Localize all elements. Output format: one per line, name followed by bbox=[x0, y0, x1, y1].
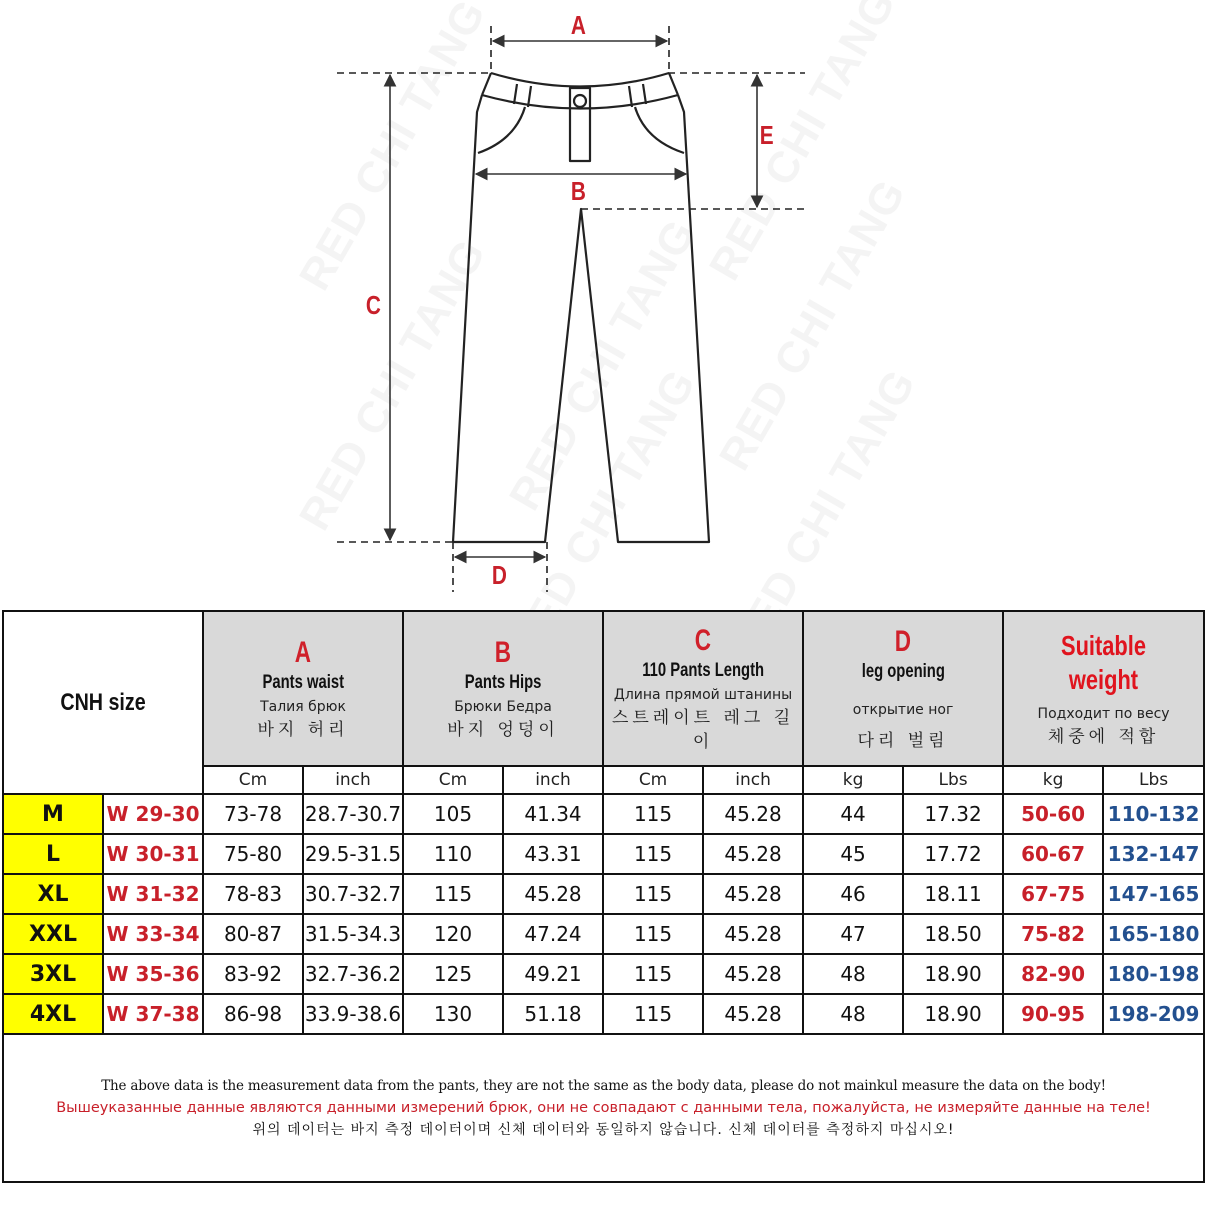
unit-cell: kg bbox=[1003, 766, 1103, 794]
cell: 45.28 bbox=[703, 794, 803, 834]
cell: 31.5-34.3 bbox=[303, 914, 403, 954]
unit-cell: inch bbox=[303, 766, 403, 794]
footer-row bbox=[3, 1034, 1204, 1182]
cell: 18.90 bbox=[903, 954, 1003, 994]
header-letter: B bbox=[494, 635, 512, 669]
cnh-size-title: CNH size bbox=[60, 688, 146, 716]
size-chart-table bbox=[2, 610, 1205, 1183]
cell: 120 bbox=[403, 914, 503, 954]
cell: 49.21 bbox=[503, 954, 603, 994]
cell: 46 bbox=[803, 874, 903, 914]
weight-lbs: 110-132 bbox=[1103, 794, 1204, 834]
cell: 29.5-31.5 bbox=[303, 834, 403, 874]
col-header-suitable-weight bbox=[1003, 611, 1204, 766]
cell: 51.18 bbox=[503, 994, 603, 1034]
cell: 43.31 bbox=[503, 834, 603, 874]
cell: 115 bbox=[603, 954, 703, 994]
cell: 130 bbox=[403, 994, 503, 1034]
unit-cell: inch bbox=[703, 766, 803, 794]
label-e: E bbox=[759, 120, 774, 150]
cnh-size-header bbox=[3, 611, 203, 794]
cell: 80-87 bbox=[203, 914, 303, 954]
header-letter: C bbox=[694, 623, 712, 657]
cell: 45.28 bbox=[703, 874, 803, 914]
header-en: leg opening bbox=[861, 660, 945, 682]
unit-cell: Cm bbox=[403, 766, 503, 794]
cell: 47 bbox=[803, 914, 903, 954]
weight-lbs: 132-147 bbox=[1103, 834, 1204, 874]
weight-kg: 60-67 bbox=[1003, 834, 1103, 874]
cell: 18.50 bbox=[903, 914, 1003, 954]
col-header-hips bbox=[403, 611, 603, 766]
cell: 45.28 bbox=[703, 914, 803, 954]
footer-note-ru: Вышеуказанные данные являются данными измерений брюк, они не совпадают с данными тела, пожалуйста, не измеряйте данные на теле! bbox=[56, 1100, 1151, 1116]
waist-size: W 29-30 bbox=[103, 794, 203, 834]
label-d: D bbox=[491, 560, 507, 590]
cell: 115 bbox=[603, 994, 703, 1034]
table-row bbox=[3, 874, 1204, 914]
cell: 115 bbox=[603, 834, 703, 874]
header-ru: открытие ног bbox=[852, 701, 954, 718]
header-en: Pants Hips bbox=[464, 671, 542, 693]
cell: 83-92 bbox=[203, 954, 303, 994]
cell: 18.11 bbox=[903, 874, 1003, 914]
cell: 48 bbox=[803, 994, 903, 1034]
size-label: L bbox=[3, 834, 103, 874]
size-label: XXL bbox=[3, 914, 103, 954]
cell: 45 bbox=[803, 834, 903, 874]
header-ru: Брюки Бедра bbox=[454, 698, 552, 715]
col-header-leg-opening bbox=[803, 611, 1003, 766]
table-row bbox=[3, 834, 1204, 874]
label-b: B bbox=[570, 176, 586, 206]
cell: 86-98 bbox=[203, 994, 303, 1034]
cell: 17.32 bbox=[903, 794, 1003, 834]
header-ko: 체중에 적합 bbox=[1047, 726, 1160, 747]
cell: 115 bbox=[603, 794, 703, 834]
cell: 45.28 bbox=[503, 874, 603, 914]
cell: 41.34 bbox=[503, 794, 603, 834]
size-label: XL bbox=[3, 874, 103, 914]
size-label: 3XL bbox=[3, 954, 103, 994]
waist-size: W 35-36 bbox=[103, 954, 203, 994]
unit-cell: kg bbox=[803, 766, 903, 794]
weight-kg: 67-75 bbox=[1003, 874, 1103, 914]
size-label: M bbox=[3, 794, 103, 834]
header-ko: 바지 엉덩이 bbox=[447, 719, 559, 740]
cell: 32.7-36.2 bbox=[303, 954, 403, 994]
cell: 45.28 bbox=[703, 994, 803, 1034]
cell: 115 bbox=[403, 874, 503, 914]
cell: 110 bbox=[403, 834, 503, 874]
header-en: 110 Pants Length bbox=[642, 659, 764, 681]
cell: 73-78 bbox=[203, 794, 303, 834]
waist-size: W 37-38 bbox=[103, 994, 203, 1034]
weight-kg: 82-90 bbox=[1003, 954, 1103, 994]
cell: 47.24 bbox=[503, 914, 603, 954]
header-en: Pants waist bbox=[262, 671, 344, 693]
cell: 75-80 bbox=[203, 834, 303, 874]
header-ko: 스트레이트 레그 길이 bbox=[611, 707, 795, 752]
cell: 45.28 bbox=[703, 834, 803, 874]
cell: 33.9-38.6 bbox=[303, 994, 403, 1034]
footer-note-ko: 위의 데이터는 바지 측정 데이터이며 신체 데이터와 동일하지 않습니다. 신체 데이터를 측정하지 마십시오! bbox=[252, 1122, 955, 1138]
cell: 30.7-32.7 bbox=[303, 874, 403, 914]
weight-lbs: 147-165 bbox=[1103, 874, 1204, 914]
table-row bbox=[3, 994, 1204, 1034]
footer-note-en: The above data is the measurement data from the pants, they are not the same as the body data, please do not mainkul measure the data on the body! bbox=[101, 1078, 1106, 1094]
header-letter: A bbox=[294, 635, 312, 669]
unit-cell: inch bbox=[503, 766, 603, 794]
col-header-waist bbox=[203, 611, 403, 766]
cell: 28.7-30.7 bbox=[303, 794, 403, 834]
weight-lbs: 165-180 bbox=[1103, 914, 1204, 954]
cell: 48 bbox=[803, 954, 903, 994]
footer-note bbox=[3, 1034, 1204, 1182]
cell: 45.28 bbox=[703, 954, 803, 994]
unit-cell: Lbs bbox=[1103, 766, 1204, 794]
unit-cell: Cm bbox=[203, 766, 303, 794]
header-ru: Длина прямой штанины bbox=[613, 686, 793, 703]
weight-lbs: 180-198 bbox=[1103, 954, 1204, 994]
cell: 115 bbox=[603, 914, 703, 954]
waist-size: W 31-32 bbox=[103, 874, 203, 914]
cell: 18.90 bbox=[903, 994, 1003, 1034]
header-ru: Подходит по весу bbox=[1037, 705, 1170, 722]
waist-size: W 33-34 bbox=[103, 914, 203, 954]
header-letter: D bbox=[894, 624, 912, 658]
header-ko: 다리 벌림 bbox=[857, 730, 949, 751]
weight-lbs: 198-209 bbox=[1103, 994, 1204, 1034]
label-c: C bbox=[365, 290, 381, 320]
weight-kg: 90-95 bbox=[1003, 994, 1103, 1034]
cell: 115 bbox=[603, 874, 703, 914]
header-en: Suitable weight bbox=[1061, 629, 1147, 695]
table-row bbox=[3, 914, 1204, 954]
weight-kg: 50-60 bbox=[1003, 794, 1103, 834]
waist-size: W 30-31 bbox=[103, 834, 203, 874]
cell: 105 bbox=[403, 794, 503, 834]
col-header-length bbox=[603, 611, 803, 766]
cell: 125 bbox=[403, 954, 503, 994]
cell: 44 bbox=[803, 794, 903, 834]
size-label: 4XL bbox=[3, 994, 103, 1034]
label-a: A bbox=[570, 10, 586, 40]
table-row bbox=[3, 954, 1204, 994]
unit-cell: Cm bbox=[603, 766, 703, 794]
header-ko: 바지 허리 bbox=[257, 719, 349, 740]
cell: 78-83 bbox=[203, 874, 303, 914]
table-row bbox=[3, 794, 1204, 834]
weight-kg: 75-82 bbox=[1003, 914, 1103, 954]
unit-cell: Lbs bbox=[903, 766, 1003, 794]
cell: 17.72 bbox=[903, 834, 1003, 874]
header-ru: Талия брюк bbox=[260, 698, 346, 715]
